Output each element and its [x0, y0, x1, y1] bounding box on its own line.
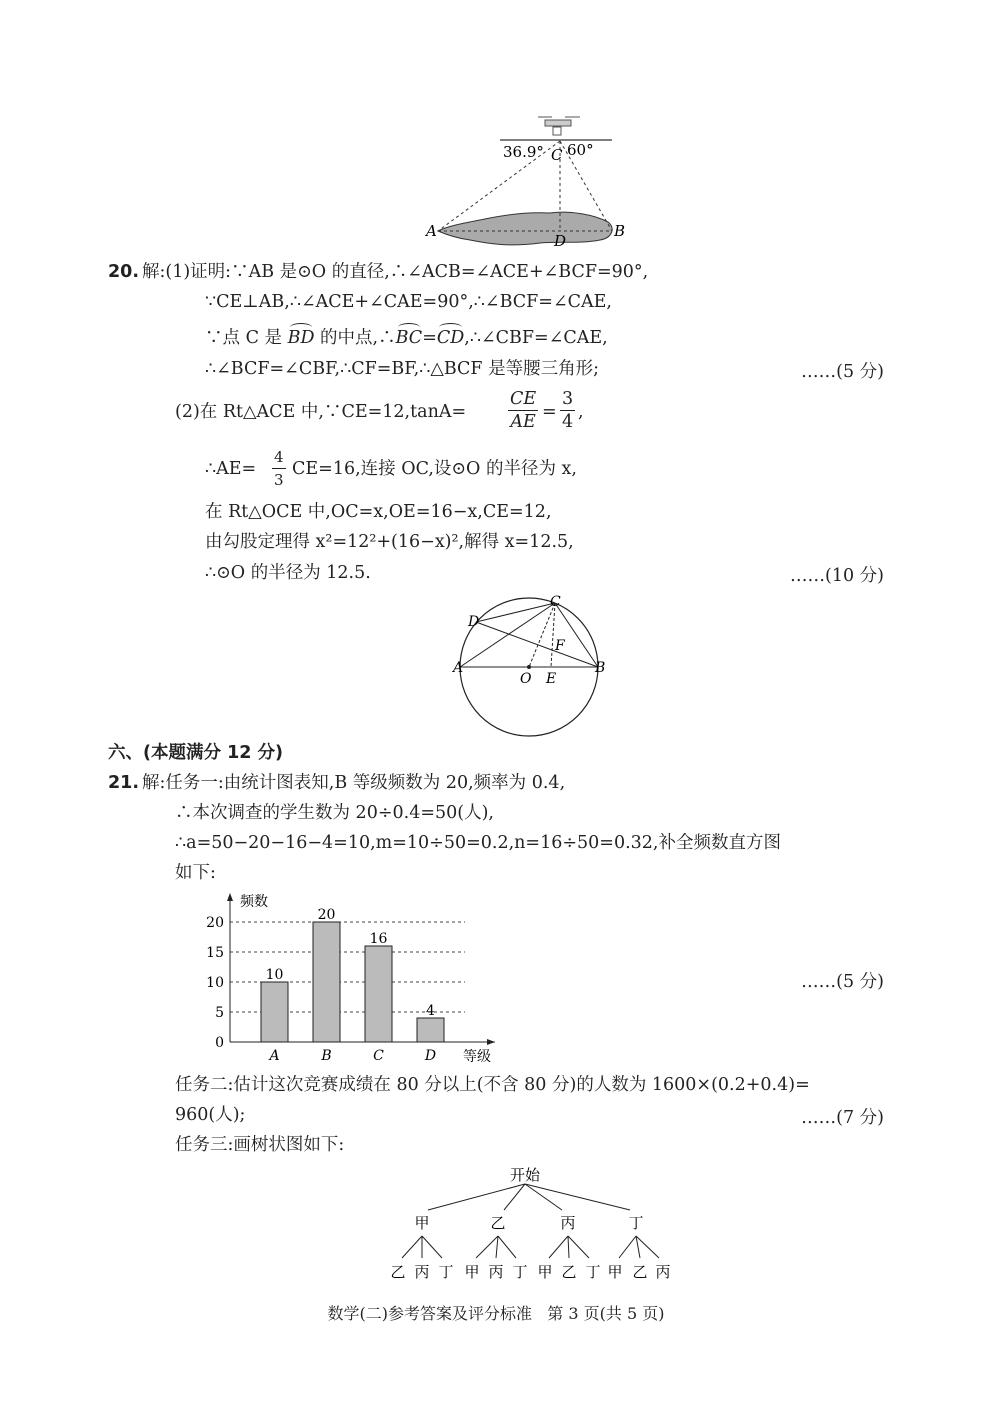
score-5: ……(5 分)	[801, 362, 884, 382]
x-tick-label: B	[321, 1048, 332, 1064]
tree-leaf: 甲	[464, 1263, 480, 1281]
tree-leaf: 丙	[655, 1263, 671, 1281]
tree-leaf: 丙	[488, 1263, 504, 1281]
tree-node: 丙	[560, 1214, 576, 1232]
q20-line-3-text: 的中点,∴	[314, 328, 396, 348]
tree-branch	[549, 1236, 568, 1258]
arc-cd: CD	[436, 328, 465, 348]
arc-bd: BD	[287, 328, 315, 348]
tree-leaf: 乙	[390, 1263, 406, 1281]
tree-node: 甲	[414, 1214, 430, 1232]
tree-diagram	[380, 1160, 690, 1285]
numerator: 4	[272, 446, 286, 469]
y-tick-label: 20	[206, 915, 224, 931]
question-21-number: 21.	[108, 773, 140, 793]
q21-line-1: 解:任务一:由统计图表知,B 等级频数为 20,频率为 0.4,	[142, 773, 566, 793]
x-axis-title: 等级	[463, 1049, 491, 1065]
frequency-histogram	[200, 888, 510, 1068]
bar-D	[417, 1018, 444, 1042]
point-a-label: A	[453, 660, 464, 676]
y-axis-arrow-icon	[227, 893, 233, 901]
point-e-label: E	[546, 671, 557, 687]
angle-left-label: 36.9°	[503, 143, 544, 161]
x-tick-label: D	[424, 1048, 437, 1064]
tree-branch	[568, 1236, 569, 1258]
y-tick-label: 5	[215, 1005, 224, 1021]
point-o-label: O	[520, 671, 532, 687]
tree-node: 丁	[628, 1214, 644, 1232]
q20-line-3-text: =	[422, 328, 437, 348]
comma: ,	[578, 402, 584, 422]
numerator: 3	[562, 389, 574, 409]
score-10: ……(10 分)	[790, 566, 884, 586]
y-tick-label: 0	[215, 1035, 224, 1051]
point-b-label: B	[595, 660, 606, 676]
q20-line-7: 在 Rt△OCE 中,OC=x,OE=16−x,CE=12,	[205, 502, 552, 522]
tree-branch	[428, 1184, 525, 1210]
tree-branch	[422, 1236, 442, 1258]
tree-leaf: 甲	[537, 1263, 553, 1281]
tree-branch	[619, 1236, 636, 1258]
q20-line-6a: ∴AE=	[205, 459, 257, 479]
point-a-label: A	[426, 222, 437, 240]
fraction-ce-ae	[508, 388, 538, 433]
arc-bc: BC	[395, 328, 423, 348]
section-heading: 六、(本题满分 12 分)	[108, 743, 284, 763]
bar-C	[365, 946, 392, 1042]
x-axis-arrow-icon	[487, 1039, 495, 1045]
drone-icon	[538, 117, 580, 135]
point-f-label: F	[555, 638, 565, 654]
y-axis-title: 频数	[240, 894, 268, 910]
q20-line-5: (2)在 Rt△ACE 中,∵CE=12,tanA=	[175, 402, 467, 422]
point-d-label: D	[468, 614, 480, 630]
bar-A	[261, 982, 288, 1042]
denominator: 3	[274, 471, 284, 489]
x-tick-label: C	[373, 1048, 384, 1064]
page-footer: 数学(二)参考答案及评分标准 第 3 页(共 5 页)	[327, 1304, 665, 1323]
lake-shape	[438, 212, 612, 245]
q21-line-4: 如下:	[175, 863, 216, 883]
y-tick-label: 10	[206, 975, 224, 991]
angle-right-label: 60°	[567, 141, 594, 159]
tree-branch	[525, 1184, 562, 1210]
point-c-label: C	[551, 146, 563, 164]
score-5-task1: ……(5 分)	[801, 972, 884, 992]
q20-line-3-text: ∵点 C 是	[205, 328, 288, 348]
point-d-label: D	[554, 232, 567, 250]
tree-branch	[476, 1236, 498, 1258]
tree-leaf: 丁	[512, 1263, 528, 1281]
q21-line-2: ∴本次调查的学生数为 20÷0.4=50(人),	[175, 803, 494, 823]
question-20-number: 20.	[108, 262, 140, 282]
data-label: 16	[369, 931, 388, 947]
score-7: ……(7 分)	[801, 1108, 884, 1128]
y-tick-label: 15	[206, 945, 224, 961]
tree-leaf: 丁	[585, 1263, 601, 1281]
tree-branch	[568, 1236, 589, 1258]
fraction-4-3	[272, 446, 286, 491]
data-label: 4	[426, 1003, 435, 1019]
tree-branch	[498, 1236, 516, 1258]
tree-branch	[496, 1236, 498, 1258]
tree-leaf: 乙	[632, 1263, 648, 1281]
x-tick-label: A	[269, 1048, 280, 1064]
denominator: 4	[562, 412, 574, 432]
q21-line-6: 960(人);	[175, 1105, 246, 1125]
q20-line-8: 由勾股定理得 x²=12²+(16−x)²,解得 x=12.5,	[205, 532, 574, 552]
fraction-3-4	[560, 388, 575, 433]
q20-line-2: ∵CE⊥AB,∴∠ACE+∠CAE=90°,∴∠BCF=∠CAE,	[205, 292, 612, 312]
q21-line-5: 任务二:估计这次竞赛成绩在 80 分以上(不含 80 分)的人数为 1600×(0.2+0.4)=	[175, 1075, 810, 1095]
tree-branch	[504, 1184, 525, 1210]
q20-line-6b: CE=16,连接 OC,设⊙O 的半径为 x,	[292, 459, 577, 479]
bar-B	[313, 922, 340, 1042]
tree-node: 乙	[490, 1214, 506, 1232]
tree-leaf: 甲	[607, 1263, 623, 1281]
drone-figure	[420, 110, 630, 250]
data-label: 10	[265, 967, 284, 983]
point-c-label: C	[550, 594, 561, 610]
tree-branch	[402, 1236, 422, 1258]
q20-line-1: 解:(1)证明:∵AB 是⊙O 的直径,∴∠ACB=∠ACE+∠BCF=90°,	[142, 262, 649, 282]
q20-line-4: ∴∠BCF=∠CBF,∴CF=BF,∴△BCF 是等腰三角形;	[205, 359, 600, 379]
tree-leaf: 乙	[561, 1263, 577, 1281]
q20-line-3	[205, 327, 608, 349]
numerator: CE	[510, 389, 537, 409]
denominator: AE	[510, 412, 536, 432]
point-b-label: B	[614, 222, 626, 240]
q20-line-3-text: ,∴∠CBF=∠CAE,	[464, 328, 608, 348]
q21-line-7: 任务三:画树状图如下:	[175, 1135, 345, 1155]
q20-line-9: ∴⊙O 的半径为 12.5.	[205, 563, 371, 583]
data-label: 20	[317, 907, 336, 923]
tree-branch	[525, 1184, 630, 1210]
circle-figure	[440, 590, 620, 740]
tree-leaf: 丙	[414, 1263, 430, 1281]
equals-sign: =	[542, 402, 557, 422]
tree-leaf: 丁	[438, 1263, 454, 1281]
q21-line-3: ∴a=50−20−16−4=10,m=10÷50=0.2,n=16÷50=0.32,补全频数直方图	[175, 833, 781, 853]
tree-root: 开始	[509, 1166, 541, 1184]
